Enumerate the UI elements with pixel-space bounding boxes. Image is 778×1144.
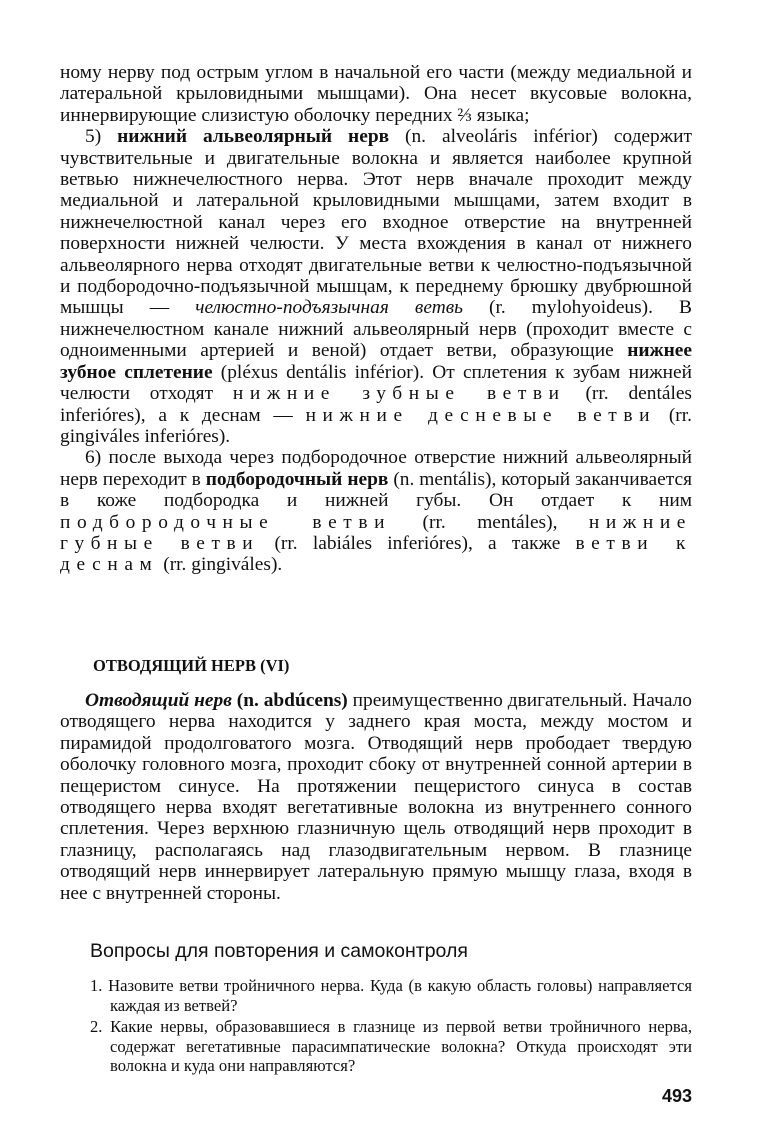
term-inferior-gingival-branches: нижние десневые ветви: [305, 404, 657, 426]
term-abducens-nerve: Отводящий нерв: [85, 690, 232, 711]
page-number: 493: [661, 1086, 692, 1106]
paragraph-inferior-alveolar-nerve: [60, 126, 692, 447]
term-abducens-latin: (n. abdúcens): [231, 690, 348, 711]
text-span: 5): [85, 126, 118, 148]
term-mental-nerve: подбородочный нерв: [205, 468, 389, 490]
page-body: [60, 62, 692, 1075]
abducens-section: [60, 690, 692, 904]
term-inferior-alveolar-nerve: нижний альвеолярный нерв: [117, 126, 390, 148]
text-span: ному нерву под острым углом в начальной его части (между медиальной и латеральной крыловидными мышцами). Она несет вкусовые волокна, иннервирующие слизистую оболочку передних ⅔ языка;: [60, 62, 692, 126]
text-span: (rr. dentáles inferióres), а к деснам —: [60, 383, 692, 426]
section-heading-abducens: ОТВОДЯЩИЙ НЕРВ (VI): [93, 656, 290, 675]
term-mental-branches: подбородочные ветви: [60, 511, 392, 533]
text-span: (rr. gingiváles).: [158, 554, 283, 576]
term-inferior-dental-branches: нижние зубные ветви: [232, 383, 566, 405]
text-span: (n. alveoláris inférior) содержит чувствительные и двигательные волокна и является наиболее крупной ветвью нижнечелюстного нерва. Этот нерв вначале проходит между медиальной и латеральной крыловидными мышцами, затем входит в нижнечелюстной канал через его входное отверстие на внутренней поверхности нижней челюсти. У места вхождения в канал от нижнего альвеолярного нерва отходят двигательные ветви к челюстно-подъязычной и подбородочно-подъязычной мышцам, к переднему брюшку двубрюшной мышцы —: [60, 126, 692, 319]
term-inferior-labial-branches: нижние губные ветви: [60, 511, 692, 554]
paragraph-abducens-nerve: [60, 690, 692, 904]
questions-list: [90, 976, 692, 1078]
text-span: (rr. gingiváles inferióres).: [60, 404, 692, 447]
term-gingival-branches: ветви к деснам: [60, 532, 692, 576]
paragraph-mental-nerve: [60, 447, 692, 575]
text-span: преимущественно двигательный. Начало отводящего нерва находится у заднего края моста, между мостом и пирамидой продолговатого мозга. Отводящий нерв прободает твердую оболочку головного мозга, проходит сбоку от внутренней сонной артерии в пещеристом синусе. На протяжении пещеристого синуса в состав отводящего нерва входят вегетативные волокна из внутреннего сонного сплетения. Через верхнюю глазничную щель отводящий нерв проходит в глазницу, располагаясь над глазодвигательным нервом. В глазнице отводящий нерв иннервирует латеральную прямую мышцу глаза, входя в нее с внутренней стороны.: [60, 690, 692, 904]
text-span: (n. mentális), который заканчивается в коже подбородка и нижней губы. Он отдает к ним: [60, 468, 692, 512]
text-span: 6) после выхода через подбородочное отверстие нижний альвеолярный нерв переходит в: [60, 447, 692, 490]
question-item: 1. Назовите ветви тройничного нерва. Куда (в какую область головы) направляется каждая из ветвей?: [90, 976, 692, 1015]
question-item: 2. Какие нервы, образовавшиеся в глазнице из первой ветви тройничного нерва, содержат вегетативные парасимпатические волокна? Откуда происходят эти волокна и куда они направляются?: [90, 1017, 692, 1075]
text-span: (rr. mentáles),: [391, 511, 589, 533]
term-inferior-dental-plexus: нижнее зубное сплетение: [60, 340, 692, 383]
questions-title: Вопросы для повторения и самоконтроля: [90, 940, 468, 962]
text-span: (pléxus dentális inférior). От сплетения к зубам нижней челюсти отходят: [60, 361, 692, 405]
text-span: (r. mylohyoideus). В нижнечелюстном канале нижний альвеолярный нерв (проходит вместе с одноименными артерией и веной) отдает ветви, образующие: [60, 297, 692, 362]
paragraph-lingual-nerve-end: [60, 62, 692, 126]
text-span: (rr. labiáles inferióres), а также: [259, 532, 576, 554]
term-mylohyoid-branch: челюстно-подъязычная ветвь: [195, 297, 463, 319]
